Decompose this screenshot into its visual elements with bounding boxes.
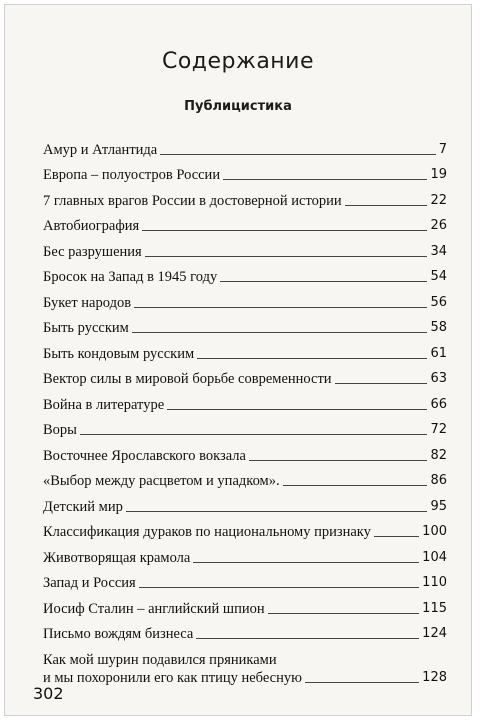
dot-leader xyxy=(335,383,428,384)
toc-entry-page: 22 xyxy=(430,192,447,208)
toc-entry-title: Быть кондовым русским xyxy=(43,345,195,362)
toc-entry-title: Вектор силы в мировой борьбе современности xyxy=(43,371,332,387)
toc-entry-title: Война в литературе xyxy=(43,396,165,413)
toc-entry-page: 124 xyxy=(422,626,447,641)
toc-entry xyxy=(43,286,447,312)
toc-entry-multiline xyxy=(43,643,447,697)
toc-entry-title: Букет народов xyxy=(43,294,132,311)
toc-entry-title: Быть русским xyxy=(43,320,129,336)
dot-leader xyxy=(139,587,419,588)
toc-entry-title-line2: и мы похоронили его как птицу небесную xyxy=(43,670,302,686)
page-title: Содержание xyxy=(161,49,315,74)
toc-entry xyxy=(43,592,447,618)
dot-leader xyxy=(374,536,419,537)
toc-entry xyxy=(43,261,447,287)
toc-entry xyxy=(43,159,447,185)
toc-entry-page: 56 xyxy=(430,294,447,310)
dot-leader xyxy=(145,256,428,257)
toc-entry xyxy=(43,439,447,465)
toc-entry-title: Письмо вождям бизнеса xyxy=(43,626,194,642)
toc-entry-title: Автобиография xyxy=(43,218,140,234)
toc-entry xyxy=(43,312,447,338)
toc-entry xyxy=(43,337,447,363)
toc-entry xyxy=(43,541,447,567)
toc-entry xyxy=(43,235,447,261)
toc-entry-title: «Выбор между расцветом и упадком». xyxy=(43,473,280,489)
dot-leader xyxy=(196,638,419,639)
toc-entry-title: Детский мир xyxy=(43,498,123,515)
toc-entry-title: Европа – полуостров России xyxy=(43,167,221,183)
toc-entry-title: Иосиф Сталин – английский шпион xyxy=(43,600,265,617)
toc-entry-page: 54 xyxy=(430,269,447,284)
dot-leader xyxy=(134,307,427,308)
toc-entry-title: Амур и Атлантида xyxy=(43,141,158,158)
toc-entry xyxy=(43,567,447,593)
toc-entry xyxy=(43,388,447,414)
toc-entry xyxy=(43,490,447,516)
dot-leader xyxy=(249,460,427,461)
toc-entry-line2-row xyxy=(43,669,447,687)
dot-leader xyxy=(167,409,427,410)
toc-entry-title: Воры xyxy=(43,422,77,438)
toc-entry-title: Бес разрушения xyxy=(43,243,142,260)
toc-entry-page: 19 xyxy=(430,167,447,182)
dot-leader xyxy=(223,179,427,180)
dot-leader xyxy=(142,230,427,231)
dot-leader xyxy=(126,511,428,512)
toc-entry xyxy=(43,363,447,389)
toc-entry xyxy=(43,414,447,440)
toc-entry-page: 34 xyxy=(430,243,447,259)
toc-entry-page: 86 xyxy=(430,473,447,488)
dot-leader xyxy=(80,434,428,435)
toc-entry-page: 128 xyxy=(422,670,447,685)
dot-leader xyxy=(193,562,419,563)
toc-entry-page: 58 xyxy=(430,320,447,335)
toc-entry-page: 63 xyxy=(430,371,447,386)
toc-entry-page: 110 xyxy=(422,575,447,590)
dot-leader xyxy=(345,205,428,206)
book-page xyxy=(4,4,472,716)
toc-entry xyxy=(43,133,447,159)
toc-entry xyxy=(43,516,447,542)
toc-entry-page: 100 xyxy=(422,524,447,539)
toc-entry xyxy=(43,618,447,644)
toc-entry-page: 95 xyxy=(430,498,447,514)
dot-leader xyxy=(283,485,428,486)
dot-leader xyxy=(197,358,427,359)
toc-entry-page: 104 xyxy=(422,549,447,565)
dot-leader xyxy=(160,154,435,155)
table-of-contents xyxy=(43,133,447,697)
toc-entry-page: 82 xyxy=(430,447,447,463)
toc-entry xyxy=(43,210,447,236)
toc-entry-page: 72 xyxy=(430,422,447,437)
toc-entry-title: Запад и Россия xyxy=(43,575,136,591)
section-heading: Публицистика xyxy=(184,99,292,114)
toc-entry-page: 61 xyxy=(430,345,447,361)
toc-entry-title: Бросок на Запад в 1945 году xyxy=(43,269,218,285)
dot-leader xyxy=(132,332,428,333)
toc-entry-title: Восточнее Ярославского вокзала xyxy=(43,447,246,464)
toc-entry-title: 7 главных врагов России в достоверной истории xyxy=(43,192,342,209)
toc-entry-page: 115 xyxy=(422,600,447,616)
toc-entry xyxy=(43,184,447,210)
toc-entry-page: 26 xyxy=(430,218,447,233)
toc-entry-title: Классификация дураков по национальному признаку xyxy=(43,524,371,540)
page-number: 302 xyxy=(33,684,64,703)
toc-entry-page: 7 xyxy=(438,141,447,157)
toc-entry-title: Животворящая крамола xyxy=(43,549,191,566)
toc-entry-page: 66 xyxy=(430,396,447,412)
dot-leader xyxy=(268,613,420,614)
dot-leader xyxy=(220,281,427,282)
toc-entry xyxy=(43,465,447,491)
dot-leader xyxy=(305,682,419,683)
toc-entry-title-line1: Как мой шурин подавился пряниками xyxy=(43,652,277,668)
